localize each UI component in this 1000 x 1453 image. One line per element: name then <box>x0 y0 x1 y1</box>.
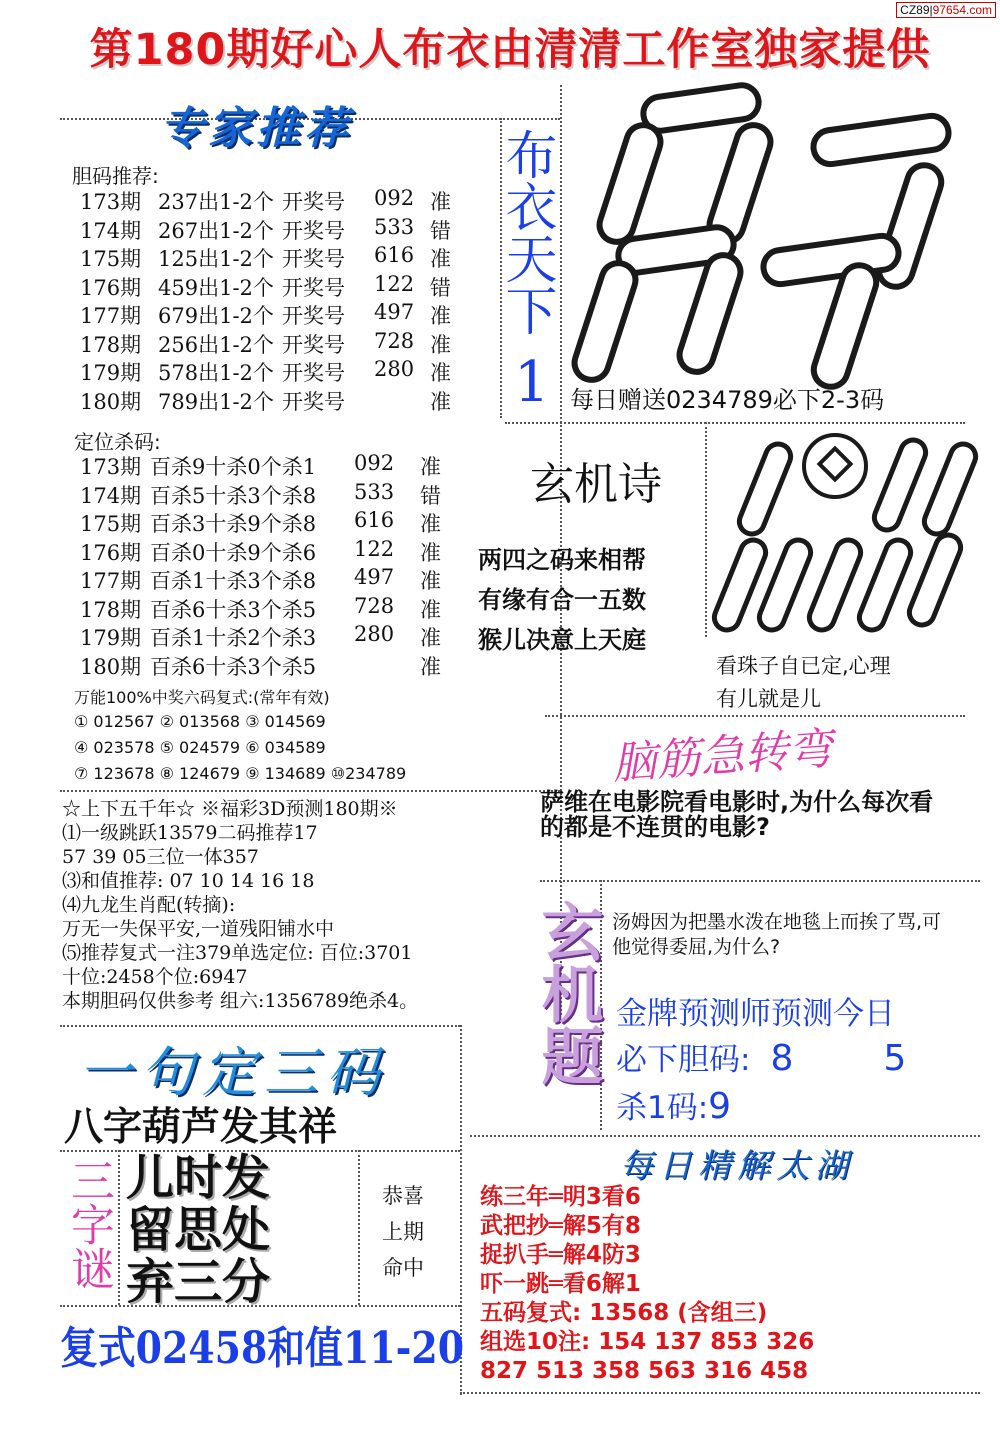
kill-cell-num: 616 <box>354 508 395 532</box>
daily-gift: 每日赠送0234789必下2-3码 <box>570 386 885 414</box>
expert-heading: 专家推荐 <box>160 103 352 154</box>
kill-cell-period: 180期 <box>80 654 142 679</box>
poem-title: 玄机诗 <box>530 459 662 510</box>
poem-line: 有缘有合一五数 <box>478 586 646 614</box>
dan-cell-period: 173期 <box>80 190 142 214</box>
kill-cell-period: 174期 <box>80 483 142 508</box>
forecast-line: ⑶和值推荐: 07 10 14 16 18 <box>62 870 315 892</box>
dan-cell-res: 准 <box>430 361 451 385</box>
kill-cell-period: 173期 <box>80 455 142 479</box>
dan-cell-pick: 267出1-2个 <box>158 218 274 243</box>
divider <box>470 1135 980 1137</box>
segment <box>591 117 668 250</box>
taihu-line: 吓一跳═看6解1 <box>480 1271 641 1297</box>
dan-cell-res: 准 <box>430 332 451 357</box>
dan-cell-lbl: 开奖号 <box>282 275 345 300</box>
gold-kill-label: 杀1码: <box>616 1090 709 1126</box>
kill-cell-num: 122 <box>354 536 395 561</box>
taihu-line: 五码复式: 13568 (含组三) <box>480 1300 768 1326</box>
three-char-line: 弃三分 <box>126 1254 271 1310</box>
dan-cell-pick: 789出1-2个 <box>158 389 274 414</box>
kill-cell-pick: 百杀0十杀9个杀6 <box>150 540 317 565</box>
dan-cell-pick: 459出1-2个 <box>158 275 274 300</box>
dan-cell-period: 178期 <box>80 332 142 357</box>
dan-cell-lbl: 开奖号 <box>282 304 345 328</box>
kill-cell-res: 错 <box>420 483 441 508</box>
kill-cell-pick: 百杀6十杀3个杀5 <box>150 654 317 679</box>
kill-cell-period: 179期 <box>80 626 142 650</box>
forecast-line: 本期胆码仅供参考 组六:1356789绝杀4。 <box>62 990 419 1012</box>
one-line-phrase: 八字葫芦发其祥 <box>64 1105 338 1150</box>
riddle-question: 汤姆因为把墨水泼在地毯上而挨了骂,可他觉得委屈,为什么? <box>612 911 942 958</box>
fushi: 复式02458和值11-20 <box>60 1323 465 1374</box>
segment <box>871 157 950 295</box>
dan-cell-lbl: 开奖号 <box>282 218 345 243</box>
forecast-line: 57 39 05三位一体357 <box>62 846 259 868</box>
brain-heading: 脑筋急转弯 <box>610 723 834 790</box>
divider <box>60 1025 460 1027</box>
kill-cell-num: 280 <box>354 622 395 646</box>
dan-cell-pick: 578出1-2个 <box>158 361 274 385</box>
page-title: 第180期好心人布衣由清清工作室独家提供 <box>89 25 931 75</box>
bead-note-line: 有儿就是儿 <box>716 687 821 711</box>
dan-cell-res: 准 <box>430 304 451 328</box>
site-watermark: CZ89|97654.com <box>896 2 996 18</box>
kill-cell-period: 178期 <box>80 597 142 622</box>
brain-question: 萨维在电影院看电影时,为什么每次看的都是不连贯的电影? <box>540 788 934 841</box>
kill-cell-res: 准 <box>420 569 441 593</box>
dan-cell-pick: 125出1-2个 <box>158 247 274 271</box>
gold-kill-number: 9 <box>708 1086 732 1127</box>
dan-cell-period: 175期 <box>80 247 142 271</box>
kill-cell-res: 准 <box>420 512 441 536</box>
divider <box>358 1150 360 1305</box>
kill-cell-period: 177期 <box>80 569 142 593</box>
taihu-lines <box>480 1183 814 1386</box>
taihu-line: 捉扒手═解4防3 <box>480 1242 641 1268</box>
bead <box>902 528 967 632</box>
taihu-line: 组选10注: 154 137 853 326 <box>480 1329 815 1355</box>
divider <box>60 790 560 792</box>
kill-cell-num: 728 <box>354 593 395 618</box>
divider <box>505 422 965 424</box>
dan-cell-num: 122 <box>374 271 415 296</box>
six-label: 万能100%中奖六码复式:(常年有效) <box>74 688 330 707</box>
buyi-text: 布衣天下 <box>496 128 556 336</box>
dan-cell-period: 174期 <box>80 218 142 243</box>
dan-cell-num: 533 <box>374 214 415 239</box>
gold-line1: 金牌预测师预测今日 <box>616 996 895 1032</box>
six-row: ① 012567 ② 013568 ③ 014569 <box>74 712 326 731</box>
forecast-line: ⑷九龙生肖配(转摘): <box>62 894 236 916</box>
bead-note-line: 看珠子自已定,心理 <box>716 654 891 678</box>
taihu-line: 练三年═明3看6 <box>480 1184 641 1210</box>
divider <box>460 1392 980 1394</box>
dan-cell-res: 错 <box>430 275 451 300</box>
kill-cell-period: 175期 <box>80 512 142 536</box>
kill-cell-pick: 百杀1十杀3个杀8 <box>150 569 317 593</box>
congrats-line: 上期 <box>382 1220 424 1244</box>
divider <box>705 422 707 637</box>
dan-cell-period: 179期 <box>80 361 142 385</box>
dan-cell-lbl: 开奖号 <box>282 332 345 357</box>
forecast-line: 十位:2458个位:6947 <box>62 966 248 988</box>
poem-line: 两四之码来相帮 <box>478 546 646 574</box>
kill-cell-res: 准 <box>420 626 441 650</box>
dan-cell-res: 准 <box>430 389 451 414</box>
bead-art <box>710 425 980 640</box>
bead <box>732 437 797 541</box>
divider <box>540 880 980 882</box>
divider <box>60 1305 460 1307</box>
kill-cell-pick: 百杀5十杀3个杀8 <box>150 483 317 508</box>
bead-note <box>716 650 891 716</box>
segment <box>566 255 643 388</box>
taihu-heading: 每日精解太湖 <box>620 1146 854 1185</box>
one-line-heading: 一句定三码 <box>78 1041 388 1104</box>
forecast-line: ⑴一级跳跃13579二码推荐17 <box>62 822 318 844</box>
dan-cell-num: 616 <box>374 243 415 267</box>
kill-cell-res: 准 <box>420 455 441 479</box>
gold-dan-label: 必下胆码: <box>616 1042 751 1078</box>
dan-cell-lbl: 开奖号 <box>282 389 345 414</box>
kill-label: 定位杀码: <box>74 430 161 454</box>
gold-dan-1: 8 <box>770 1038 794 1079</box>
poem-lines <box>478 540 646 660</box>
three-char-label: 三字谜 <box>63 1158 114 1290</box>
three-char-line: 留思处 <box>126 1202 271 1258</box>
poem-line: 猴儿决意上天庭 <box>478 626 646 654</box>
six-row: ④ 023578 ⑤ 024579 ⑥ 034589 <box>74 738 326 757</box>
dan-cell-period: 176期 <box>80 275 142 300</box>
congrats <box>382 1178 424 1286</box>
dan-cell-period: 180期 <box>80 389 142 414</box>
dan-cell-res: 准 <box>430 190 451 214</box>
three-char-lines <box>126 1152 270 1308</box>
dan-cell-num: 092 <box>374 186 415 210</box>
forecast-line: 万无一失保平安,一道残阳铺水中 <box>62 918 335 940</box>
kill-cell-num: 092 <box>354 451 395 475</box>
kill-cell-pick: 百杀1十杀2个杀3 <box>150 626 317 650</box>
digit-art <box>570 80 970 380</box>
dan-cell-lbl: 开奖号 <box>282 190 345 214</box>
dan-label: 胆码推荐: <box>72 164 159 188</box>
kill-cell-res: 准 <box>420 654 441 679</box>
congrats-line: 命中 <box>382 1256 424 1280</box>
dan-cell-res: 错 <box>430 218 451 243</box>
segment <box>808 110 954 169</box>
dan-cell-num: 280 <box>374 357 415 381</box>
three-char-line: 儿时发 <box>126 1150 271 1206</box>
dan-cell-pick: 237出1-2个 <box>158 190 274 214</box>
buyi-number: 1 <box>514 350 550 415</box>
six-row: ⑦ 123678 ⑧ 124679 ⑨ 134689 ⑩234789 <box>74 764 407 783</box>
dan-cell-pick: 256出1-2个 <box>158 332 274 357</box>
kill-cell-period: 176期 <box>80 540 142 565</box>
kill-cell-res: 准 <box>420 540 441 565</box>
kill-cell-num: 497 <box>354 565 395 589</box>
forecast-block <box>62 797 552 1013</box>
gold-dan <box>616 1034 906 1079</box>
gold-kill <box>616 1082 731 1127</box>
taihu-line: 827 513 358 563 316 458 <box>480 1358 809 1384</box>
kill-cell-pick: 百杀3十杀9个杀8 <box>150 512 317 536</box>
watermark-site: 97654.com <box>932 3 992 17</box>
dan-cell-lbl: 开奖号 <box>282 361 345 385</box>
kill-cell-res: 准 <box>420 597 441 622</box>
kill-cell-num: 533 <box>354 479 395 504</box>
forecast-line: ⑸推荐复式一注379单选定位: 百位:3701 <box>62 942 413 964</box>
gold-dan-2: 5 <box>883 1038 907 1079</box>
dan-cell-lbl: 开奖号 <box>282 247 345 271</box>
riddle-label: 玄机题 <box>531 900 604 1086</box>
forecast-line: ☆上下五千年☆ ※福彩3D预测180期※ <box>62 798 398 820</box>
kill-cell-pick: 百杀9十杀0个杀1 <box>150 455 317 479</box>
watermark-prefix: CZ89 <box>900 3 930 17</box>
kill-cell-pick: 百杀6十杀3个杀5 <box>150 597 317 622</box>
dan-cell-period: 177期 <box>80 304 142 328</box>
taihu-line: 武把抄═解5有8 <box>480 1213 641 1239</box>
dan-cell-pick: 679出1-2个 <box>158 304 274 328</box>
divider <box>118 1150 120 1305</box>
dan-cell-num: 497 <box>374 300 415 324</box>
dan-cell-res: 准 <box>430 247 451 271</box>
congrats-line: 恭喜 <box>382 1184 424 1208</box>
dan-cell-num: 728 <box>374 328 415 353</box>
